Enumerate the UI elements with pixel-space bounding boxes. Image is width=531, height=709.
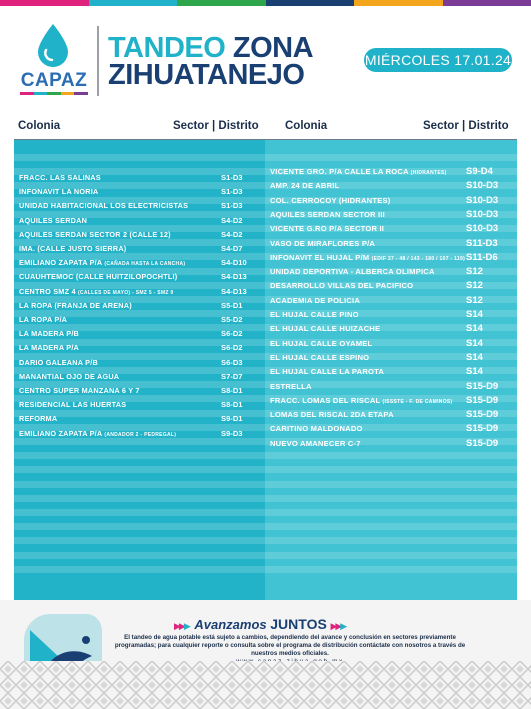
colonia-name: VICENTE GRO. P/A CALLE LA ROCA (HIDRANTES) (270, 167, 447, 176)
sector-code: S14 (466, 337, 483, 349)
stripe-band (14, 466, 265, 473)
sector-code: S6-D3 (221, 357, 243, 367)
table-row (265, 380, 517, 393)
table-row (265, 351, 517, 364)
colonia-name: AQUILES SERDAN SECTOR III (270, 209, 385, 219)
stripe-band (265, 523, 517, 530)
stripe-band (14, 523, 265, 530)
title-word-tandeo: TANDEO (108, 32, 226, 64)
colonia-note: (ANDADOR 2 - PEDREGAL) (104, 431, 177, 438)
colonia-name: CENTRO SMZ 4 (CALLES DE MAYO) - SMZ 5 - SMZ 9 (19, 286, 174, 296)
stripe-band (14, 566, 265, 573)
sector-code: S9-D4 (466, 166, 493, 177)
table-row (265, 179, 517, 192)
table-row (265, 437, 517, 450)
table-row (265, 365, 517, 378)
table-row (265, 251, 517, 264)
sector-code: S5-D1 (221, 300, 243, 310)
table-row (14, 427, 265, 440)
logo-text: CAPAZ (20, 70, 88, 91)
sector-code: S8-D1 (221, 386, 243, 395)
sector-header-left: Sector | Distrito (173, 120, 259, 132)
sector-code: S5-D2 (221, 315, 243, 324)
table-row (14, 327, 265, 340)
table-row (265, 208, 517, 221)
arrow-triangles-icon: ▶▶▶ (174, 621, 189, 631)
table-row (265, 308, 517, 321)
colonia-name: VICENTE G.RO P/A SECTOR II (270, 224, 385, 234)
capaz-logo (14, 24, 94, 96)
colonia-name: EMILIANO ZAPATA P/A (ANDADOR 2 - PEDREGAL) (19, 428, 177, 438)
sector-code: S15-D9 (466, 380, 499, 392)
water-drop-icon (36, 24, 70, 68)
colonia-name: EL HUJAL CALLE HUIZACHE (270, 324, 381, 334)
colonia-name: UNIDAD DEPORTIVA - ALBERCA OLIMPICA (270, 267, 435, 277)
stripe-band (14, 154, 265, 161)
table-row (14, 299, 265, 312)
colonia-note: (CALLES DE MAYO) - SMZ 5 - SMZ 9 (77, 289, 174, 296)
date-badge: MIÉRCOLES 17.01.24 (364, 48, 512, 72)
slogan (174, 616, 347, 632)
sector-code: S4-D10 (221, 258, 247, 268)
sector-code: S10-D3 (466, 194, 499, 206)
stripe-band (265, 481, 517, 488)
table-row (265, 237, 517, 250)
sector-code: S1-D3 (221, 201, 243, 211)
colonia-name: AMP. 24 DE ABRIL (270, 181, 340, 191)
stripe-band (14, 452, 265, 459)
colonia-header-left: Colonia (18, 120, 61, 132)
table-row (14, 313, 265, 326)
sector-code: S6-D2 (221, 329, 243, 339)
colonia-name: FRACC. LAS SALINAS (19, 173, 101, 182)
table-row (14, 285, 265, 298)
table-row (14, 171, 265, 184)
sector-code: S4-D2 (221, 215, 243, 225)
table-row (14, 228, 265, 241)
sector-code: S11-D3 (466, 237, 498, 249)
colonia-name: EL HUJAL CALLE ESPINO (270, 352, 370, 362)
sector-code: S9-D1 (221, 414, 243, 424)
table-row (265, 279, 517, 292)
table-row (14, 256, 265, 269)
sector-code: S1-D3 (221, 173, 243, 182)
colonia-name: NUEVO AMANECER C-7 (270, 438, 361, 448)
stripe-band (265, 509, 517, 516)
stripe-band (265, 452, 517, 459)
colonia-name: EL HUJAL CALLE LA PAROTA (270, 367, 385, 377)
table-row (265, 165, 517, 178)
colonia-name: ACADEMIA DE POLICIA (270, 295, 361, 305)
colonia-name: UNIDAD HABITACIONAL LOS ELECTRICISTAS (19, 201, 189, 211)
footer (0, 600, 531, 709)
table-row (265, 394, 517, 407)
sector-code: S14 (466, 309, 483, 320)
sector-code: S10-D3 (466, 223, 499, 235)
stripe-band (14, 481, 265, 488)
sector-code: S6-D2 (221, 343, 243, 353)
page-title-line2: ZIHUATANEJO (108, 59, 305, 91)
colonia-name: EL HUJAL CALLE OYAMEL (270, 338, 373, 348)
sector-code: S12 (466, 294, 483, 306)
sector-code: S4-D13 (221, 286, 247, 296)
colonia-name: FRACC. LOMAS DEL RISCAL (ISSSTE - F. DE CAMINOS) (270, 395, 453, 405)
slogan-juntos: JUNTOS (270, 616, 327, 632)
table-row (265, 408, 517, 421)
arrow-triangles-icon: ▶▶▶ (330, 621, 346, 631)
sector-code: S14 (466, 323, 483, 335)
table-row (14, 185, 265, 198)
colonia-name: INFONAVIT EL HUJAL P/M (EDIF 37 - 48 / 143 - 180 / 107 - 119) (270, 252, 466, 262)
sector-code: S12 (466, 280, 483, 292)
colonia-header-right: Colonia (285, 120, 328, 132)
colonia-name: LA ROPA (FRANJA DE ARENA) (19, 300, 132, 310)
stripe-band (265, 495, 517, 502)
logo-color-bar (20, 92, 88, 95)
sector-code: S4-D13 (221, 272, 247, 282)
disclaimer-text: El tandeo de agua potable está sujeto a cambios, dependiendo del avance y conclusión en sectores previamente programadas; para cualquier reporte o consulta sobre el programa de distribución contáctate con nosotros a través de nuestros medios oficiales. (114, 634, 466, 657)
colonia-name: CARITINO MALDONADO (270, 424, 363, 434)
colonia-note: (EDIF 37 - 48 / 143 - 180 / 107 - 119) (371, 255, 466, 262)
stripe-band (14, 509, 265, 516)
table-row (14, 214, 265, 227)
header-divider (97, 26, 99, 96)
colonia-name: AQUILES SERDAN (19, 215, 88, 225)
table-row (14, 270, 265, 283)
sector-code: S7-D7 (221, 371, 243, 381)
table-row (14, 242, 265, 255)
stripe-band (14, 495, 265, 502)
sector-code: S14 (466, 366, 483, 378)
colonia-name: ESTRELLA (270, 381, 312, 391)
stripe-band (265, 537, 517, 544)
stripe-band (265, 552, 517, 559)
stripe-band (265, 466, 517, 473)
colonia-name: CUAUHTEMOC (CALLE HUITZILOPOCHTLI) (19, 272, 178, 282)
colonia-name: EMILIANO ZAPATA P/A (CAÑADA HASTA LA CANCHA) (19, 258, 186, 268)
colonia-name: EL HUJAL CALLE PINO (270, 310, 359, 319)
sector-code: S15-D9 (466, 409, 499, 421)
colonia-note: (CAÑADA HASTA LA CANCHA) (104, 261, 186, 268)
sector-code: S10-D3 (466, 208, 499, 220)
colonia-note: (ISSSTE - F. DE CAMINOS) (382, 398, 453, 405)
stripe-band (265, 154, 517, 161)
title-word-zona: ZONA (232, 32, 314, 64)
sector-code: S9-D3 (221, 428, 243, 438)
stripe-band (14, 552, 265, 559)
sector-header-right: Sector | Distrito (423, 120, 509, 132)
sector-code: S15-D9 (466, 394, 499, 406)
colonia-name: RESIDENCIAL LAS HUERTAS (19, 400, 127, 410)
colonia-name: DARIO GALEANA P/B (19, 357, 98, 367)
slogan-avanzamos: Avanzamos (194, 617, 267, 632)
schedule-table-right (265, 140, 517, 600)
table-row (14, 412, 265, 425)
colonia-name: LA MADERA P/B (19, 329, 80, 339)
sector-code: S4-D2 (221, 229, 243, 239)
colonia-name: DESARROLLO VILLAS DEL PACIFICO (270, 281, 414, 291)
sector-code: S1-D3 (221, 187, 243, 197)
schedule-table-left (14, 140, 265, 600)
colonia-name: IMA. (CALLE JUSTO SIERRA) (19, 244, 127, 253)
table-row (265, 422, 517, 435)
colonia-name: VASO DE MIRAFLORES P/A (270, 238, 376, 248)
colonia-name: COL. CERROCOY (HIDRANTES) (270, 195, 391, 205)
table-row (265, 294, 517, 307)
table-row (14, 341, 265, 354)
colonia-name: LA ROPA P/A (19, 315, 68, 324)
colonia-name: REFORMA (19, 414, 58, 424)
sector-code: S11-D6 (466, 251, 498, 263)
table-row (14, 199, 265, 212)
table-row (14, 356, 265, 369)
table-row (14, 370, 265, 383)
table-row (265, 337, 517, 350)
table-row (265, 265, 517, 278)
table-row (14, 398, 265, 411)
sector-code: S10-D3 (466, 180, 499, 192)
stripe-band (265, 566, 517, 573)
decorative-pattern (0, 661, 531, 709)
colonia-name: LOMAS DEL RISCAL 2DA ETAPA (270, 410, 394, 420)
sector-code: S12 (466, 266, 483, 278)
table-row (265, 194, 517, 207)
table-row (14, 384, 265, 397)
table-row (265, 222, 517, 235)
stripe-band (14, 537, 265, 544)
sector-code: S4-D7 (221, 244, 243, 253)
sector-code: S15-D9 (466, 423, 499, 435)
top-color-stripe (0, 0, 531, 6)
colonia-name: MANANTIAL OJO DE AGUA (19, 371, 120, 381)
colonia-name: INFONAVIT LA NORIA (19, 187, 99, 197)
colonia-name: LA MADERA P/A (19, 343, 80, 353)
colonia-note: (HIDRANTES) (410, 170, 447, 176)
colonia-name: AQUILES SERDAN SECTOR 2 (CALLE 12) (19, 229, 171, 239)
sector-code: S8-D1 (221, 400, 243, 410)
table-row (265, 322, 517, 335)
colonia-name: CENTRO SUPER MANZANA 6 Y 7 (19, 386, 140, 395)
sector-code: S15-D9 (466, 437, 499, 449)
sector-code: S14 (466, 351, 483, 363)
